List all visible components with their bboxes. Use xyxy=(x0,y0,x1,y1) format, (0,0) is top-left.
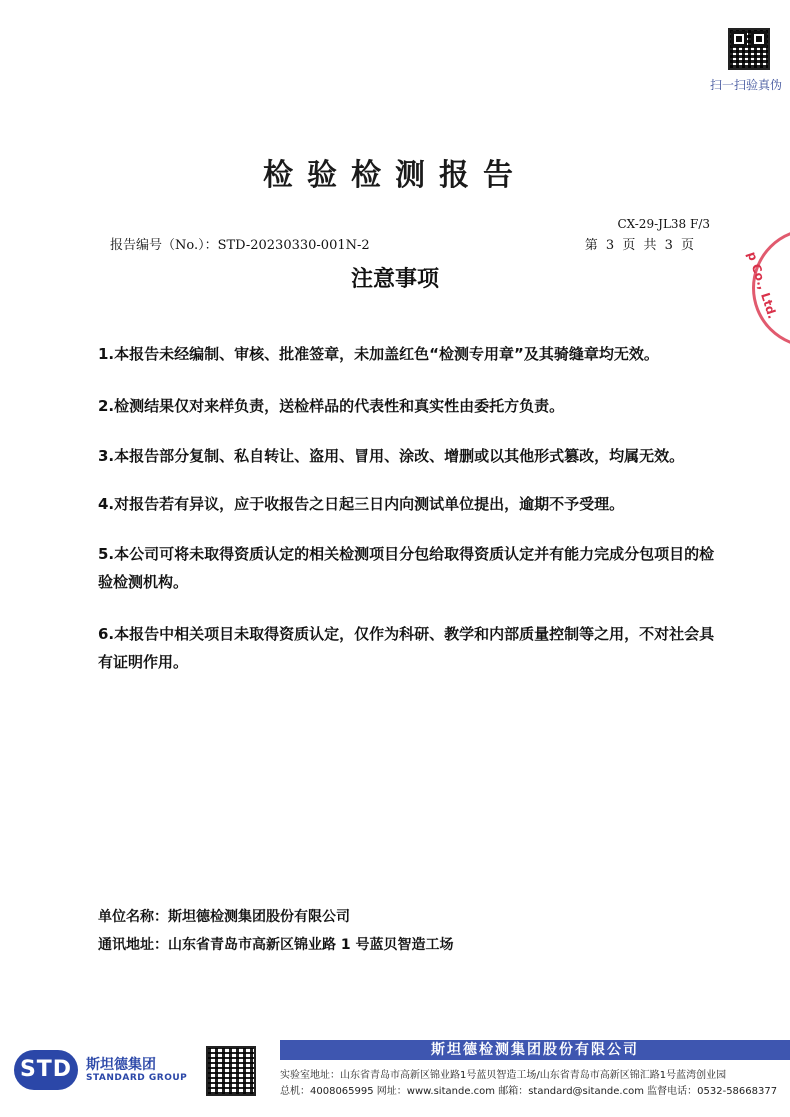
footer-qr-code[interactable] xyxy=(206,1046,256,1096)
page-info: 第 3 页 共 3 页 xyxy=(584,238,696,253)
std-logo: STD xyxy=(14,1050,78,1090)
qr-caption: 扫一扫验真伪 xyxy=(710,78,783,92)
report-title: 检验检测报告 xyxy=(263,158,527,193)
footer xyxy=(0,1040,790,1117)
notice-item: 4.对报告若有异议，应于收报告之日起三日内向测试单位提出，逾期不予受理。 xyxy=(98,495,625,513)
logo-english-name: STANDARD GROUP xyxy=(86,1073,188,1083)
footer-company-bar: 斯坦德检测集团股份有限公司 xyxy=(280,1040,790,1060)
footer-lab-address: 实验室地址：山东省青岛市高新区锦业路1号蓝贝智造工场/山东省青岛市高新区锦汇路1号蓝湾创业园 xyxy=(280,1070,727,1081)
verification-qr-code[interactable] xyxy=(728,28,770,70)
form-code: CX-29-JL38 F/3 xyxy=(617,217,710,231)
logo-chinese-name: 斯坦德集团 xyxy=(86,1057,156,1073)
company-name: 单位名称：斯坦德检测集团股份有限公司 xyxy=(98,909,350,925)
notice-item: 6.本报告中相关项目未取得资质认定，仅作为科研、教学和内部质量控制等之用，不对社会具有证明作用。 xyxy=(98,625,715,671)
notice-item: 3.本报告部分复制、私自转让、盗用、冒用、涂改、增删或以其他形式篡改，均属无效。 xyxy=(98,447,685,465)
seal-text: p Co., Ltd. xyxy=(744,250,780,321)
notice-title: 注意事项 xyxy=(350,266,439,292)
report-number: 报告编号（No.）：STD-20230330-001N-2 xyxy=(110,238,370,253)
company-address: 通讯地址：山东省青岛市高新区锦业路 1 号蓝贝智造工场 xyxy=(98,937,454,953)
footer-contact: 总机：4008065995 网址：www.sitande.com 邮箱：standard@sitande.com 监督电话：0532-58668377 xyxy=(280,1086,778,1097)
notice-item: 2.检测结果仅对来样负责，送检样品的代表性和真实性由委托方负责。 xyxy=(98,397,565,415)
notice-item: 1.本报告未经编制、审核、批准签章，未加盖红色“检测专用章”及其骑缝章均无效。 xyxy=(98,345,659,363)
notice-item: 5.本公司可将未取得资质认定的相关检测项目分包给取得资质认定并有能力完成分包项目的检验检测机构。 xyxy=(98,545,715,591)
